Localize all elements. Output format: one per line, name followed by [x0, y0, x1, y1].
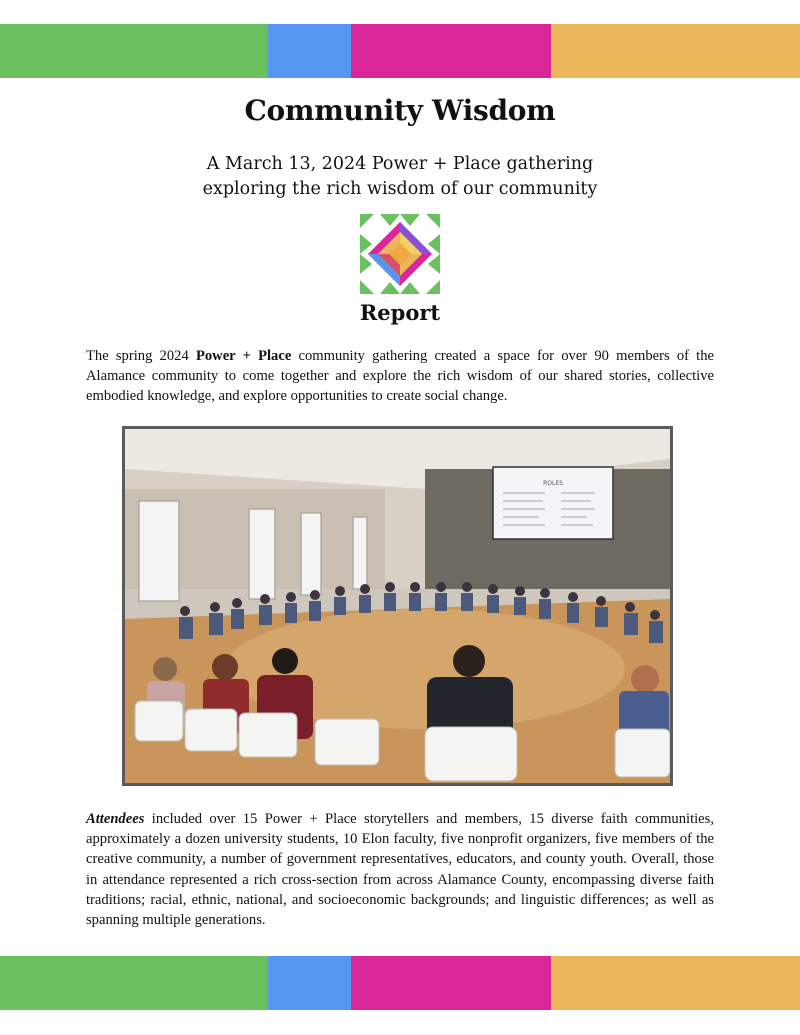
intro-bold-name: Power + Place [195, 348, 292, 364]
bottom-bar-gold [551, 956, 800, 1010]
bottom-bar-blue [268, 956, 351, 1010]
top-bar-blue [268, 24, 351, 78]
top-bar-magenta [351, 24, 551, 78]
bottom-color-bar [0, 956, 800, 1010]
top-bar-green [0, 24, 268, 78]
attendees-lead: Attendees [86, 811, 145, 827]
quilt-star-logo-icon [360, 214, 440, 294]
gathering-photo [122, 426, 673, 786]
subtitle-line-1: A March 13, 2024 Power + Place gathering [206, 154, 594, 174]
intro-paragraph [86, 346, 714, 407]
bottom-bar-green [0, 956, 268, 1010]
top-color-bar [0, 24, 800, 78]
screen-heading: ROLES [543, 480, 563, 487]
bottom-bar-magenta [351, 956, 551, 1010]
intro-text-after: community gathering created a space for over 90 members of the Alamance community to come together and explore the rich wisdom of our shared stories, collective embodied knowledge, and explore opportunities to create social change. [86, 348, 714, 405]
attendees-text: included over 15 Power + Place storytellers and members, 15 diverse faith communities, approximately a dozen university students, 10 Elon faculty, five nonprofit organizers, five members of the creative community, a number of government representatives, educators, and county youth. Overall, those in attendance represented a rich cross-section from across Alamance County, encompassing diverse faith traditions; racial, ethnic, national, and socioeconomic backgrounds; and linguistic differences; as well as spanning multiple generations. [86, 811, 714, 929]
attendees-paragraph [86, 809, 714, 930]
intro-text-before: The spring 2024 [86, 348, 196, 364]
top-bar-gold [551, 24, 800, 78]
page-title: Community Wisdom [244, 94, 556, 127]
report-heading: Report [359, 300, 441, 325]
subtitle-line-2: exploring the rich wisdom of our community [202, 179, 598, 199]
page-subtitle [0, 152, 800, 202]
